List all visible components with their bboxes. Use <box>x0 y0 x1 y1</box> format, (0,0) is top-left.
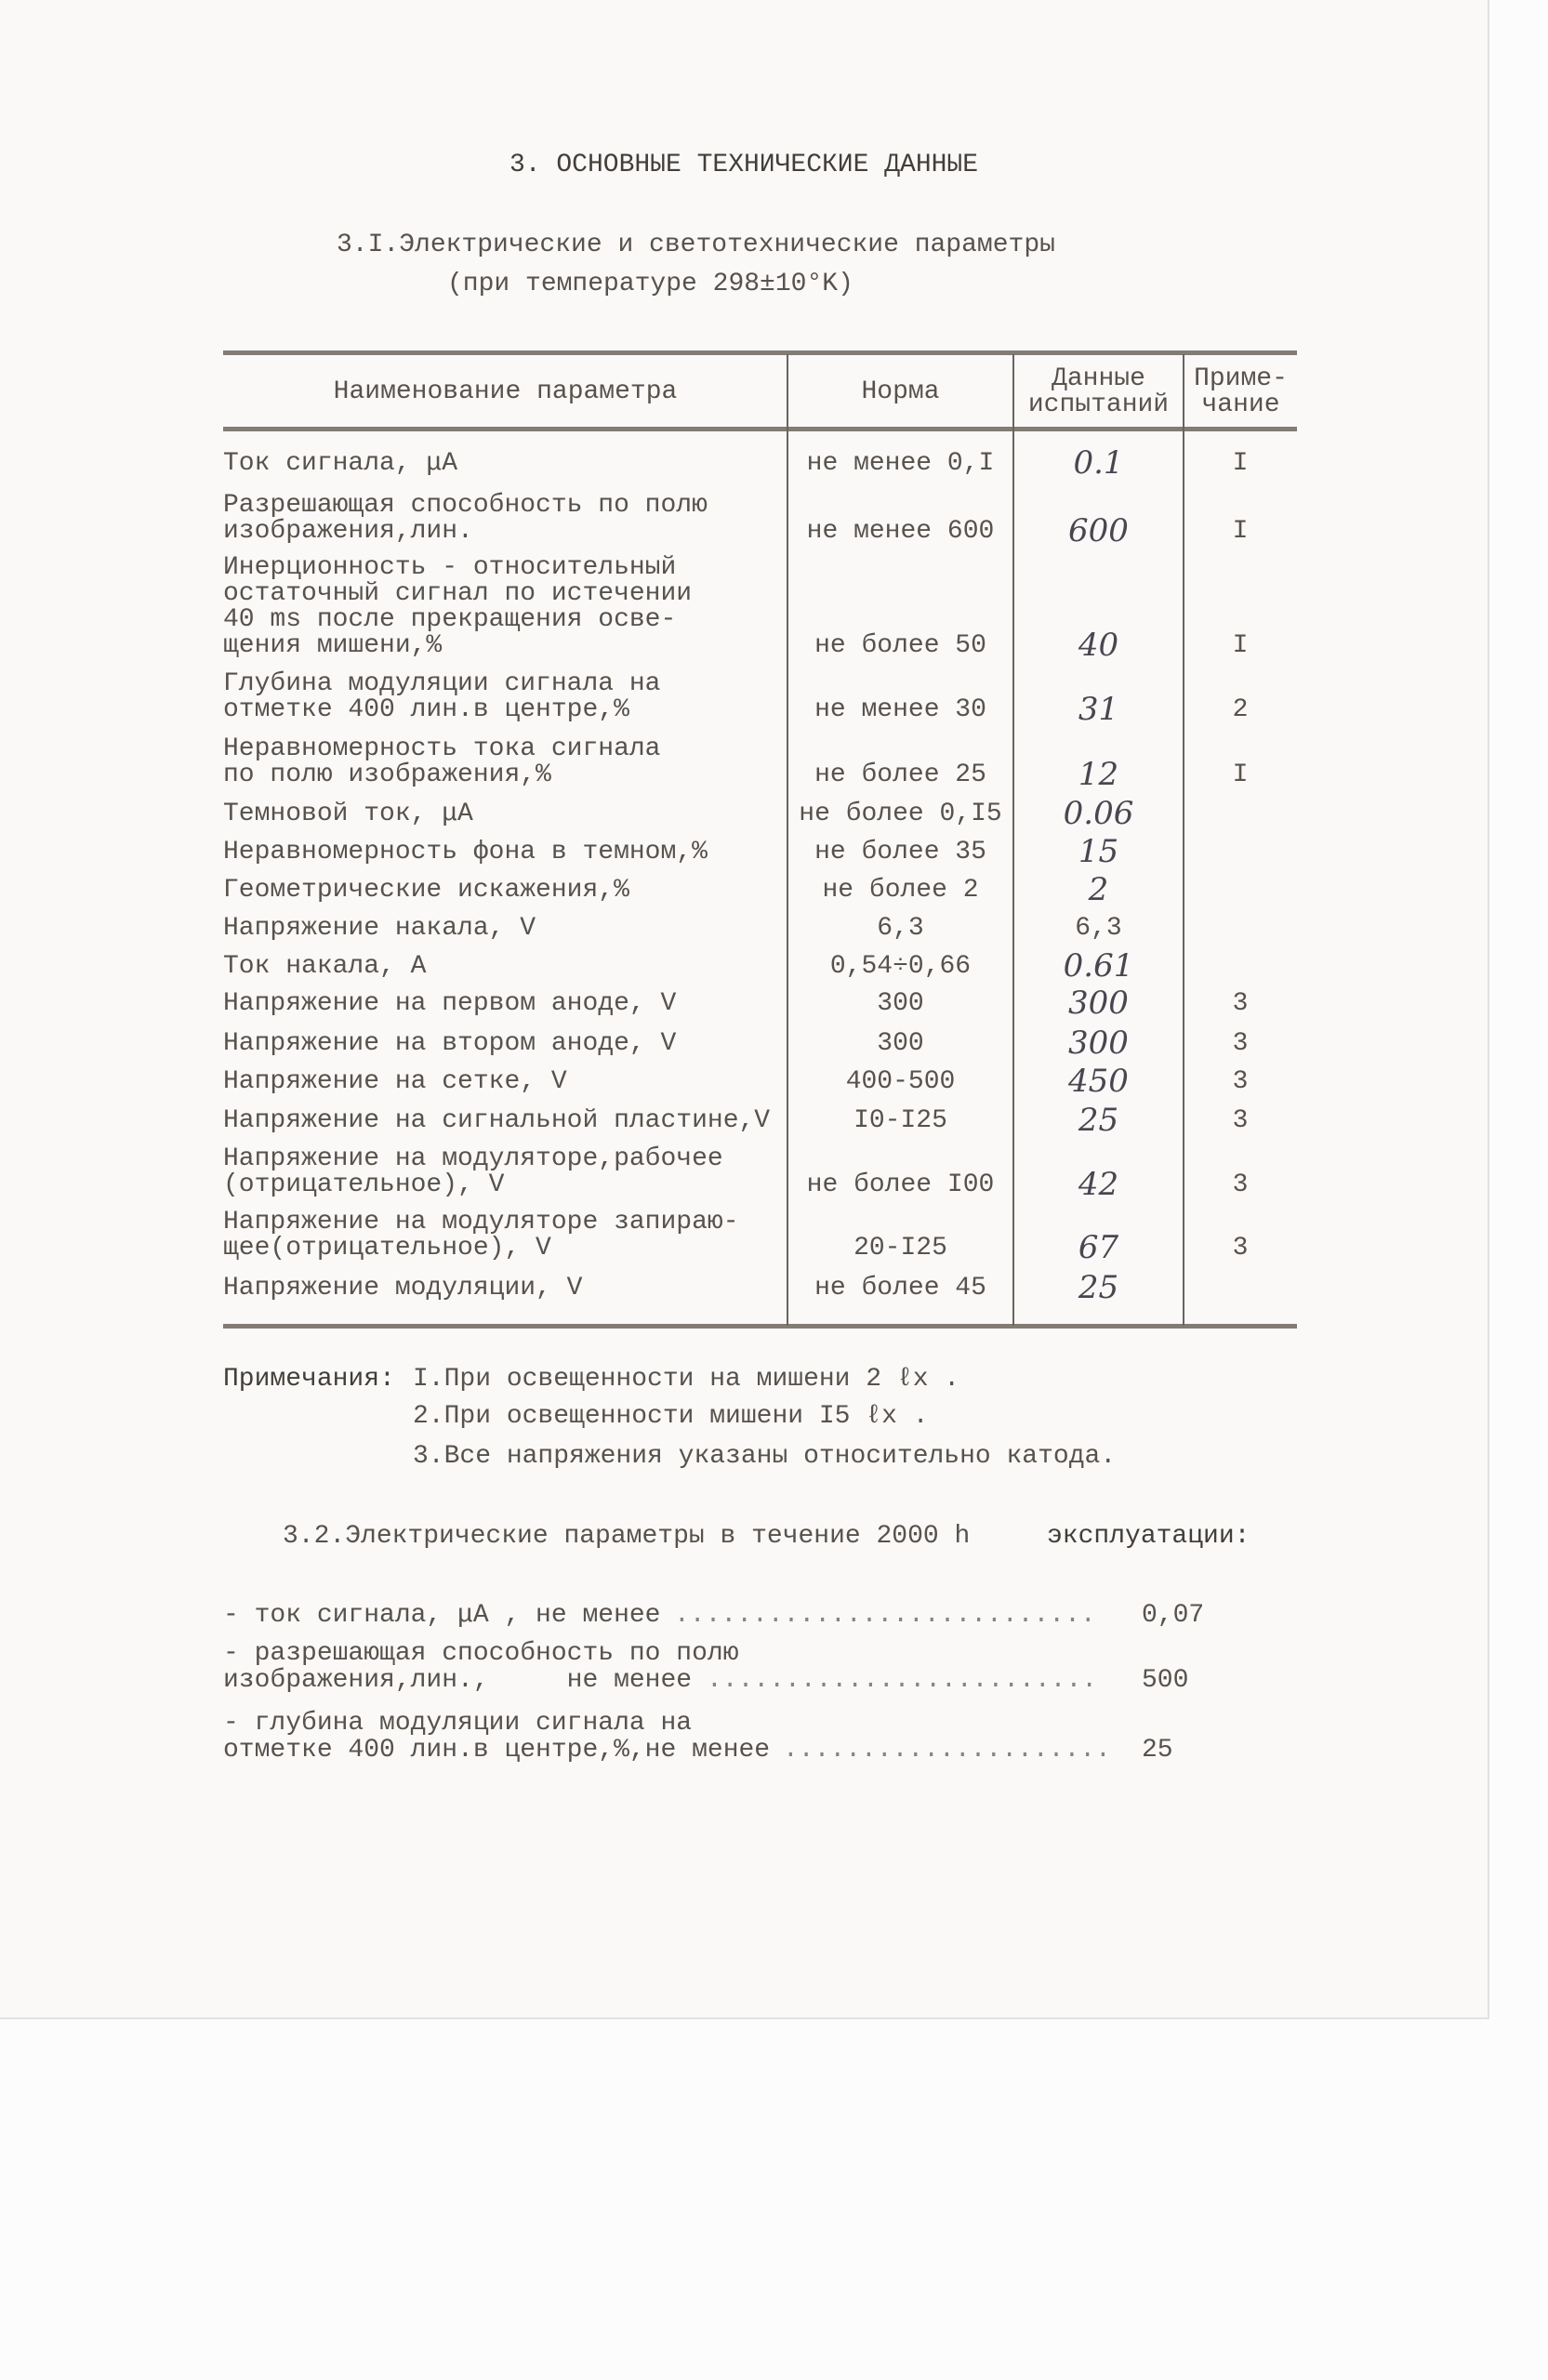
test-value: 0.1 <box>1073 444 1124 482</box>
note-ref: 3 <box>1232 1106 1249 1135</box>
note-ref: 3 <box>1232 1029 1249 1058</box>
norm-value: 300 <box>877 1029 924 1058</box>
document-title: 3. ОСНОВНЫЕ ТЕХНИЧЕСКИЕ ДАННЫЕ <box>509 151 979 179</box>
list-item-value: 25 <box>1142 1736 1173 1765</box>
table-row <box>223 1269 1297 1306</box>
table-row <box>223 1144 1297 1203</box>
note-item: 3.Все напряжения указаны относительно катода. <box>413 1442 1117 1471</box>
parameter-name: Напряжение на первом аноде, V <box>223 989 677 1018</box>
norm-value: не менее 600 <box>806 517 995 546</box>
norm-value: не более 0,I5 <box>799 800 1002 828</box>
test-value: 6,3 <box>1075 914 1122 943</box>
table-row <box>223 444 1297 482</box>
parameter-name: Напряжение на модуляторе,рабочее (отрицательное), V <box>223 1144 723 1199</box>
table-row <box>223 491 1297 549</box>
test-value: 600 <box>1068 512 1129 549</box>
parameter-name: Ток накала, A <box>223 952 427 981</box>
parameter-name: Глубина модуляции сигнала на отметке 400 лин.в центре,% <box>223 669 661 724</box>
table-top-rule <box>223 350 1297 355</box>
table-row <box>223 833 1297 870</box>
note-ref: 3 <box>1232 1234 1249 1263</box>
test-value: 15 <box>1078 833 1119 870</box>
parameter-name: Неравномерность фона в темном,% <box>223 838 708 866</box>
note-ref: 3 <box>1232 1067 1249 1096</box>
test-value: 67 <box>1078 1229 1119 1266</box>
norm-value: 0,54÷0,66 <box>829 952 972 981</box>
parameter-name: Напряжение на сетке, V <box>223 1067 567 1096</box>
list-item-text: - разрешающая способность по полю <box>223 1639 739 1668</box>
table-row <box>223 916 1297 942</box>
table-row <box>223 734 1297 793</box>
test-value: 450 <box>1068 1063 1129 1100</box>
parameter-name: Неравномерность тока сигнала по полю изображения,% <box>223 734 661 789</box>
leader-dots: ..................... <box>783 1736 1111 1765</box>
note-ref: I <box>1232 760 1249 789</box>
leader-dots: ........................... <box>674 1601 1096 1630</box>
header-parameter-name: Наименование параметра <box>333 377 678 406</box>
note-ref: I <box>1232 631 1249 660</box>
test-value: 0.06 <box>1063 795 1134 832</box>
header-note: Приме- чание <box>1194 364 1288 419</box>
table-row <box>223 669 1297 728</box>
test-value: 42 <box>1078 1166 1119 1203</box>
norm-value: 6,3 <box>877 914 924 943</box>
norm-value: не более 25 <box>814 760 986 789</box>
table-row <box>223 985 1297 1022</box>
test-value: 0.61 <box>1063 947 1134 985</box>
note-ref: 2 <box>1232 695 1249 724</box>
table-row <box>223 553 1297 664</box>
note-ref: 3 <box>1232 989 1249 1018</box>
parameter-name: Разрешающая способность по полю изображения,лин. <box>223 491 708 546</box>
table-row <box>223 1063 1297 1100</box>
norm-value: 400-500 <box>845 1067 956 1096</box>
section-1-subheading: (при температуре 298±10°K) <box>447 270 853 298</box>
test-value: 25 <box>1078 1269 1119 1306</box>
norm-value: не более 45 <box>814 1274 986 1302</box>
parameter-name: Напряжение накала, V <box>223 914 536 943</box>
norm-value: не менее 30 <box>814 695 986 724</box>
parameter-name: Напряжение на сигнальной пластине,V <box>223 1106 771 1135</box>
norm-value: не более 2 <box>822 876 979 905</box>
parameter-name: Напряжение на модуляторе запираю- щее(отрицательное), V <box>223 1208 739 1263</box>
norm-value: 300 <box>877 989 924 1018</box>
norm-value: не более 35 <box>814 838 986 866</box>
list-item-text: - глубина модуляции сигнала на <box>223 1709 693 1738</box>
table-row <box>223 947 1297 985</box>
note-item: 2.При освещенности мишени I5 ℓx . <box>413 1402 929 1431</box>
section-2-heading: 3.2.Электрические параметры в течение 2000 h <box>283 1522 971 1551</box>
test-value: 40 <box>1078 627 1119 664</box>
table-row <box>223 1208 1297 1266</box>
test-value: 25 <box>1078 1102 1119 1139</box>
header-test-data: Данные испытаний <box>1027 364 1170 419</box>
norm-value: 20-I25 <box>853 1234 947 1263</box>
table-bottom-rule <box>223 1324 1297 1329</box>
leader-dots: ......................... <box>707 1666 1098 1695</box>
table-row <box>223 1025 1297 1062</box>
norm-value: I0-I25 <box>853 1106 947 1135</box>
note-ref: I <box>1232 517 1249 546</box>
list-item-text: отметке 400 лин.в центре,%,не менее <box>223 1736 786 1765</box>
table-row <box>223 1102 1297 1139</box>
parameter-name: Инерционность - относительный остаточный сигнал по истечении 40 ms после прекращения осве- щения мишени,% <box>223 553 693 660</box>
list-item-value: 500 <box>1142 1666 1189 1695</box>
parameter-name: Напряжение на втором аноде, V <box>223 1029 677 1058</box>
list-item-text: - ток сигнала, μA , не менее <box>223 1601 677 1630</box>
parameter-name: Напряжение модуляции, V <box>223 1274 583 1302</box>
header-norm: Норма <box>861 377 940 406</box>
norm-value: не менее 0,I <box>806 449 995 478</box>
norm-value: не более 50 <box>814 631 986 660</box>
test-value: 12 <box>1078 756 1119 793</box>
table-row <box>223 871 1297 908</box>
section-1-heading: 3.I.Электрические и светотехнические параметры <box>337 231 1055 259</box>
parameter-name: Темновой ток, μA <box>223 800 473 828</box>
parameter-name: Ток сигнала, μA <box>223 449 458 478</box>
list-item-text: изображения,лин., не менее <box>223 1666 708 1695</box>
note-item: I.При освещенности на мишени 2 ℓx . <box>413 1365 960 1394</box>
test-value: 2 <box>1088 871 1109 908</box>
notes-label: Примечания: <box>223 1365 395 1394</box>
test-value: 31 <box>1078 691 1119 728</box>
section-2-heading-end: эксплуатации: <box>1047 1522 1250 1551</box>
note-ref: 3 <box>1232 1170 1249 1199</box>
test-value: 300 <box>1068 985 1129 1022</box>
table-row <box>223 795 1297 832</box>
norm-value: не более I00 <box>806 1170 995 1199</box>
note-ref: I <box>1232 449 1249 478</box>
test-value: 300 <box>1068 1025 1129 1062</box>
list-item-value: 0,07 <box>1142 1601 1205 1630</box>
parameter-name: Геометрические искажения,% <box>223 876 629 905</box>
